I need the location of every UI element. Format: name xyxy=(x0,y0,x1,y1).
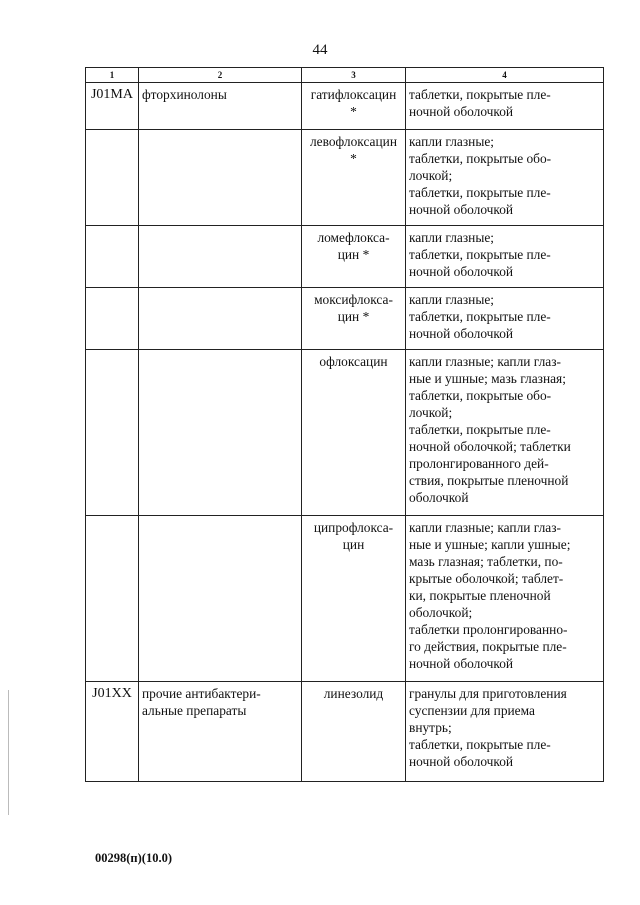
table-row xyxy=(86,226,604,288)
cell-line: гранулы для приготовления xyxy=(409,686,567,701)
atc-code-cell: J01XX xyxy=(86,682,139,782)
group-name-cell xyxy=(139,516,302,682)
cell-line: мазь глазная; таблетки, по- xyxy=(409,554,563,569)
cell-line: крытые оболочкой; таблет- xyxy=(409,571,564,586)
drug-table xyxy=(85,67,604,782)
cell-line: цин * xyxy=(337,309,370,324)
scan-margin-line xyxy=(8,690,9,815)
table-row xyxy=(86,83,604,130)
cell-line: оболочкой; xyxy=(409,605,473,620)
dosage-forms-cell xyxy=(406,516,604,682)
cell-line: ночной оболочкой xyxy=(409,202,514,217)
cell-line: ночной оболочкой xyxy=(409,656,514,671)
table-body xyxy=(86,83,604,782)
column-header: 4 xyxy=(406,68,604,83)
inn-cell xyxy=(302,288,406,350)
page-number: 44 xyxy=(312,42,328,58)
cell-line: таблетки, покрытые пле- xyxy=(409,309,551,324)
cell-line: цин * xyxy=(337,247,370,262)
cell-line: таблетки, покрытые пле- xyxy=(409,87,551,102)
cell-line: линезолид xyxy=(323,686,384,701)
cell-line: * xyxy=(350,151,357,166)
cell-line: офлоксацин xyxy=(319,354,388,369)
table-row xyxy=(86,516,604,682)
cell-line: ночной оболочкой xyxy=(409,326,514,341)
cell-line: ные и ушные; мазь глазная; xyxy=(409,371,566,386)
group-name-cell xyxy=(139,226,302,288)
inn-cell xyxy=(302,130,406,226)
cell-line: таблетки, покрытые пле- xyxy=(409,737,551,752)
cell-line: пролонгированного дей- xyxy=(409,456,549,471)
cell-line: моксифлокса- xyxy=(314,292,393,307)
group-name-cell xyxy=(139,130,302,226)
cell-line: внутрь; xyxy=(409,720,452,735)
atc-code-cell xyxy=(86,350,139,516)
cell-line: капли глазные; xyxy=(409,292,494,307)
atc-code-cell xyxy=(86,516,139,682)
cell-line: ночной оболочкой; таблетки xyxy=(409,439,571,454)
cell-line: таблетки, покрытые обо- xyxy=(409,388,552,403)
cell-line: ломефлокса- xyxy=(317,230,390,245)
cell-line: фторхинолоны xyxy=(142,87,227,102)
atc-code-cell xyxy=(86,288,139,350)
dosage-forms-cell xyxy=(406,288,604,350)
group-name-cell xyxy=(139,83,302,130)
atc-code-cell xyxy=(86,130,139,226)
cell-line: ствия, покрытые пленочной xyxy=(409,473,569,488)
table-row xyxy=(86,350,604,516)
cell-line: цин xyxy=(342,537,365,552)
cell-line: таблетки пролонгированно- xyxy=(409,622,568,637)
cell-line: левофлоксацин xyxy=(310,134,397,149)
cell-line: таблетки, покрытые пле- xyxy=(409,247,551,262)
cell-line: ночной оболочкой xyxy=(409,104,514,119)
dosage-forms-cell xyxy=(406,226,604,288)
cell-line: го действия, покрытые пле- xyxy=(409,639,567,654)
table-row xyxy=(86,682,604,782)
cell-line: таблетки, покрытые обо- xyxy=(409,151,552,166)
inn-cell xyxy=(302,350,406,516)
cell-line: таблетки, покрытые пле- xyxy=(409,185,551,200)
table-row xyxy=(86,130,604,226)
cell-line: лочкой; xyxy=(409,405,453,420)
cell-line: гатифлоксацин xyxy=(310,87,397,102)
table-row xyxy=(86,288,604,350)
group-name-cell xyxy=(139,288,302,350)
cell-line: ночной оболочкой xyxy=(409,754,514,769)
dosage-forms-cell xyxy=(406,682,604,782)
cell-line: ципрофлокса- xyxy=(313,520,394,535)
cell-line: ночной оболочкой xyxy=(409,264,514,279)
dosage-forms-cell xyxy=(406,83,604,130)
atc-code-cell: J01MA xyxy=(86,83,139,130)
table-header-row xyxy=(86,68,604,83)
atc-code-cell xyxy=(86,226,139,288)
cell-line: таблетки, покрытые пле- xyxy=(409,422,551,437)
column-header: 1 xyxy=(86,68,139,83)
cell-line: ные и ушные; капли ушные; xyxy=(409,537,571,552)
cell-line: ки, покрытые пленочной xyxy=(409,588,551,603)
inn-cell xyxy=(302,516,406,682)
cell-line: * xyxy=(350,104,357,119)
column-header: 2 xyxy=(139,68,302,83)
inn-cell xyxy=(302,226,406,288)
group-name-cell xyxy=(139,350,302,516)
cell-line: капли глазные; капли глаз- xyxy=(409,354,561,369)
inn-cell xyxy=(302,83,406,130)
cell-line: капли глазные; xyxy=(409,230,494,245)
dosage-forms-cell xyxy=(406,350,604,516)
cell-line: суспензии для приема xyxy=(409,703,535,718)
inn-cell xyxy=(302,682,406,782)
cell-line: лочкой; xyxy=(409,168,453,183)
cell-line: альные препараты xyxy=(142,703,247,718)
group-name-cell xyxy=(139,682,302,782)
cell-line: прочие антибактери- xyxy=(142,686,261,701)
document-code: 00298(п)(10.0) xyxy=(95,851,172,865)
column-header: 3 xyxy=(302,68,406,83)
dosage-forms-cell xyxy=(406,130,604,226)
cell-line: капли глазные; xyxy=(409,134,494,149)
cell-line: оболочкой xyxy=(409,490,469,505)
cell-line: капли глазные; капли глаз- xyxy=(409,520,561,535)
